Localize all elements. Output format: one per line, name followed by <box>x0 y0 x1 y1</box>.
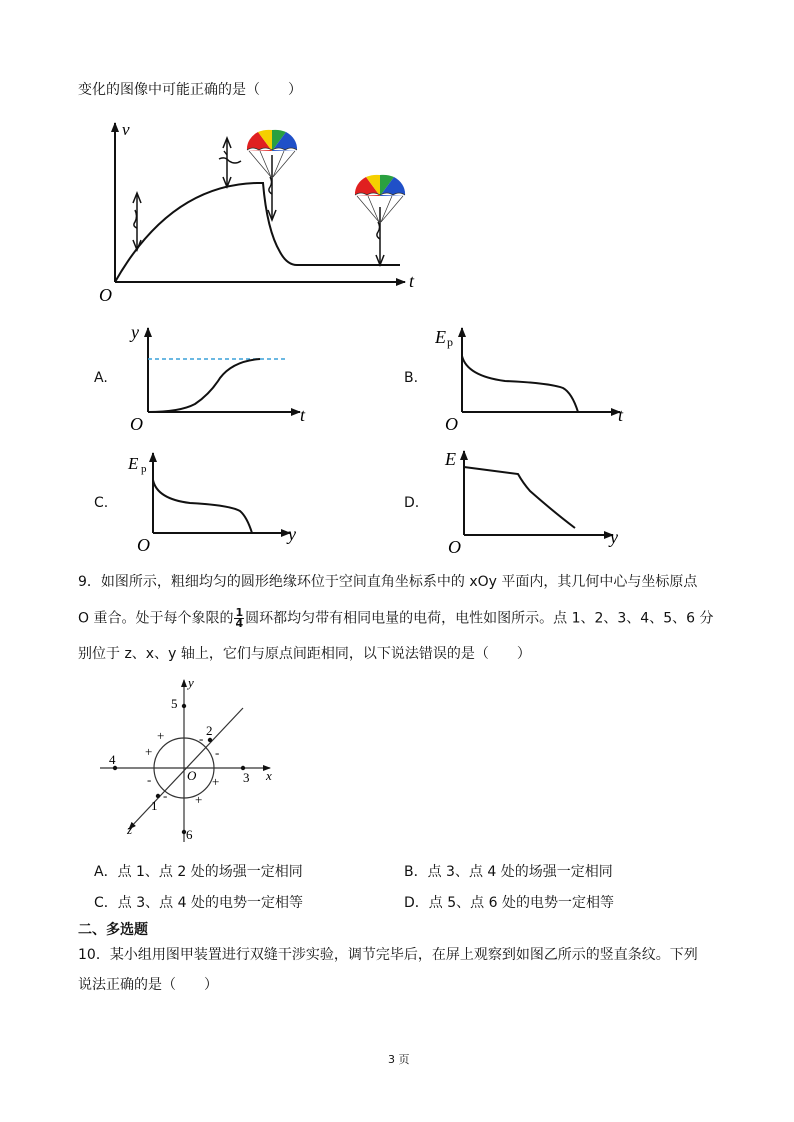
svg-text:E: E <box>128 454 139 473</box>
arrow-icon <box>223 138 231 187</box>
svg-text:y: y <box>131 322 139 342</box>
option-c-graph <box>125 447 315 557</box>
svg-text:+: + <box>157 728 165 743</box>
svg-text:+: + <box>195 792 203 807</box>
svg-text:E: E <box>445 449 456 469</box>
arrow-icon <box>268 155 276 220</box>
q9-option-a: A．点 1、点 2 处的场强一定相同 <box>94 864 303 880</box>
q9-option-b: B．点 3、点 4 处的场强一定相同 <box>404 864 613 880</box>
option-a-label: A. <box>94 370 108 386</box>
svg-text:p: p <box>447 335 453 349</box>
svg-text:t: t <box>300 405 306 425</box>
svg-text:z: z <box>127 822 133 837</box>
svg-text:6: 6 <box>186 827 193 842</box>
q9-ring-figure <box>95 672 295 850</box>
quarter-fraction: $\frac{1}{4}$ <box>235 606 244 630</box>
svg-text:O: O <box>445 414 458 433</box>
page-number: 3 页 <box>388 1053 410 1066</box>
arrow-icon <box>376 207 384 265</box>
q9-line2: O 重合。处于每个象限的 $\frac{1}{4}$ 圆环都均匀带有相同电量的电荷，电性如图所示。点 1、2、3、4、5、6 分 <box>78 606 714 630</box>
svg-text:4: 4 <box>109 752 116 767</box>
svg-text:O: O <box>187 768 197 783</box>
skydiver-icon <box>219 151 241 163</box>
q9-line3: 别位于 z、x、y 轴上，它们与原点间距相同，以下说法错误的是（ ） <box>78 646 531 662</box>
svg-text:O: O <box>137 535 150 555</box>
svg-text:t: t <box>618 405 624 425</box>
velocity-curve <box>115 183 400 282</box>
q9-option-d: D．点 5、点 6 处的电势一定相等 <box>404 895 614 911</box>
q9-line1: 9．如图所示，粗细均匀的圆形绝缘环位于空间直角坐标系中的 xOy 平面内，其几何中心与坐标原点 <box>78 574 698 590</box>
q8-intro-tail: 变化的图像中可能正确的是（ ） <box>78 82 302 98</box>
svg-text:3: 3 <box>243 770 250 785</box>
svg-text:+: + <box>212 774 220 789</box>
q10-line2: 说法正确的是（ ） <box>78 977 218 993</box>
option-d-label: D. <box>404 495 420 511</box>
svg-text:-: - <box>199 731 204 746</box>
option-d-graph <box>435 443 635 558</box>
arrow-icon <box>133 193 141 250</box>
svg-text:x: x <box>266 768 272 783</box>
section-title: 二、多选题 <box>78 922 148 938</box>
option-b-label: B. <box>404 370 419 386</box>
svg-text:1: 1 <box>151 798 158 813</box>
svg-text:O: O <box>448 537 461 557</box>
option-c-label: C. <box>94 495 109 511</box>
svg-text:y: y <box>188 675 194 690</box>
svg-text:-: - <box>163 788 168 803</box>
svg-text:O: O <box>130 414 143 433</box>
q9-option-c: C．点 3、点 4 处的电势一定相等 <box>94 895 303 911</box>
main-origin: O <box>99 285 112 305</box>
svg-text:2: 2 <box>206 723 213 738</box>
svg-text:+: + <box>145 744 153 759</box>
svg-text:p: p <box>141 463 147 475</box>
svg-text:5: 5 <box>171 696 178 711</box>
q8-main-graph <box>95 115 435 305</box>
q10-line1: 10．某小组用图甲装置进行双缝干涉实验，调节完毕后，在屏上观察到如图乙所示的竖直条纹。下列 <box>78 947 698 963</box>
option-a-graph <box>125 318 315 433</box>
svg-text:-: - <box>215 745 220 760</box>
option-b-graph <box>435 318 635 433</box>
main-y-label: v <box>122 120 130 139</box>
svg-text:E: E <box>435 327 446 347</box>
svg-text:y: y <box>288 524 296 544</box>
svg-text:-: - <box>147 772 152 787</box>
svg-text:y: y <box>610 527 618 547</box>
main-x-label: t <box>409 271 415 291</box>
